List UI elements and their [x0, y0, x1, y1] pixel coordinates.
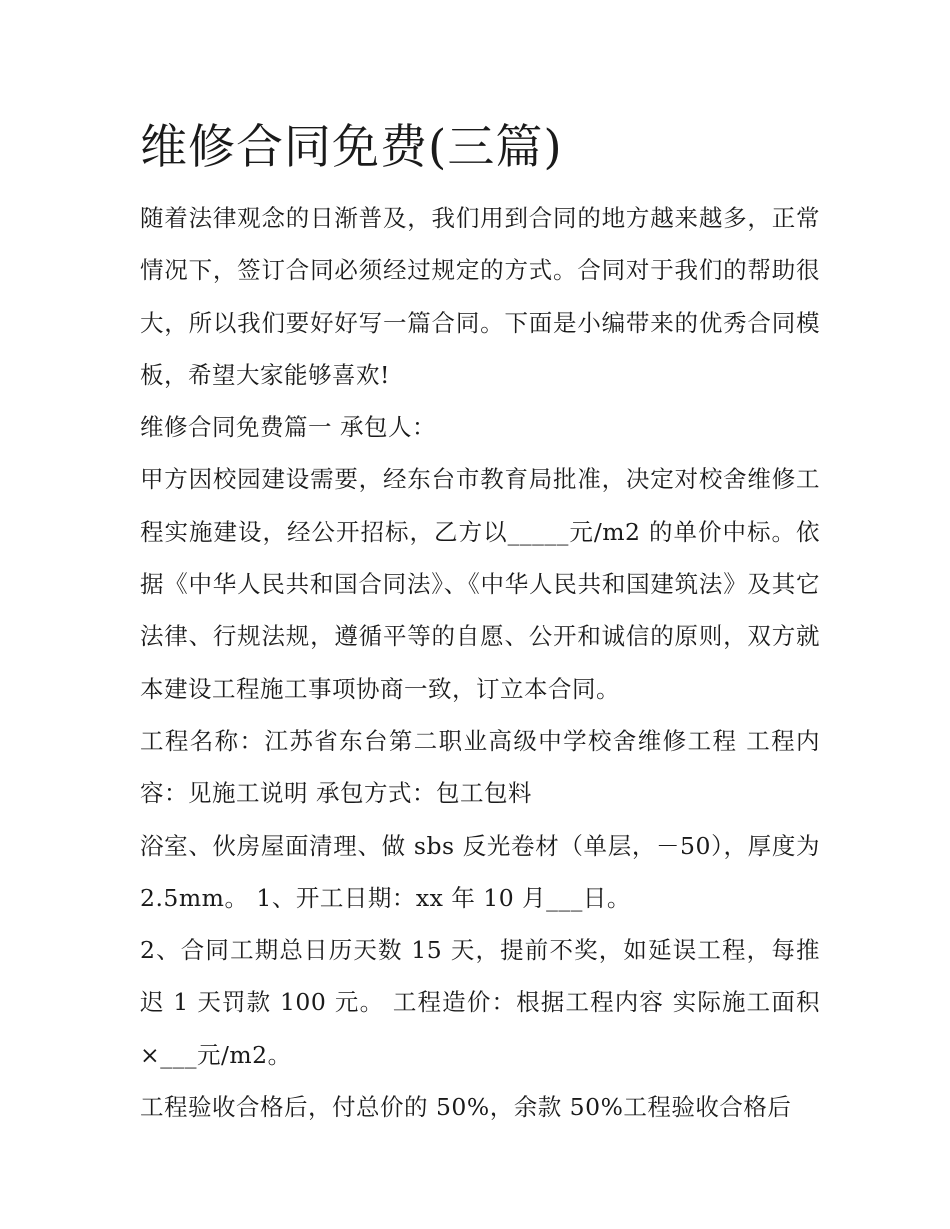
intro-paragraph: 随着法律观念的日渐普及，我们用到合同的地方越来越多，正常情况下，签订合同必须经过规定的方式。合同对于我们的帮助很大，所以我们要好好写一篇合同。下面是小编带来的优秀合同模板，希望大家能够喜欢! — [140, 204, 820, 389]
project-info-paragraph: 工程名称：江苏省东台第二职业高级中学校舍维修工程 工程内容：见施工说明 承包方式：包工包料 — [140, 726, 820, 808]
payment-paragraph: 工程验收合格后，付总价的 50%，余款 50%工程验收合格后 — [140, 1093, 792, 1122]
document-title: 维修合同免费(三篇) — [140, 120, 563, 175]
schedule-cost-paragraph: 2、合同工期总日历天数 15 天，提前不奖，如延误工程，每推迟 1 天罚款 100 元。 工程造价：根据工程内容 实际施工面积×___元/m2。 — [140, 936, 820, 1069]
document-page — [140, 108, 820, 1133]
section-heading: 维修合同免费篇一 承包人： — [140, 413, 436, 442]
contract-preamble-paragraph: 甲方因校园建设需要，经东台市教育局批准，决定对校舍维修工程实施建设，经公开招标，乙方以_____元/m2 的单价中标。依据《中华人民共和国合同法》、《中华人民共和国建筑法》及其它法律、行规法规，遵循平等的自愿、公开和诚信的原则，双方就本建设工程施工事项协商一致，订立本合同。 — [140, 465, 820, 703]
work-scope-paragraph: 浴室、伙房屋面清理、做 sbs 反光卷材（单层，－50），厚度为 2.5mm。 1、开工日期：xx 年 10 月___日。 — [140, 831, 820, 912]
